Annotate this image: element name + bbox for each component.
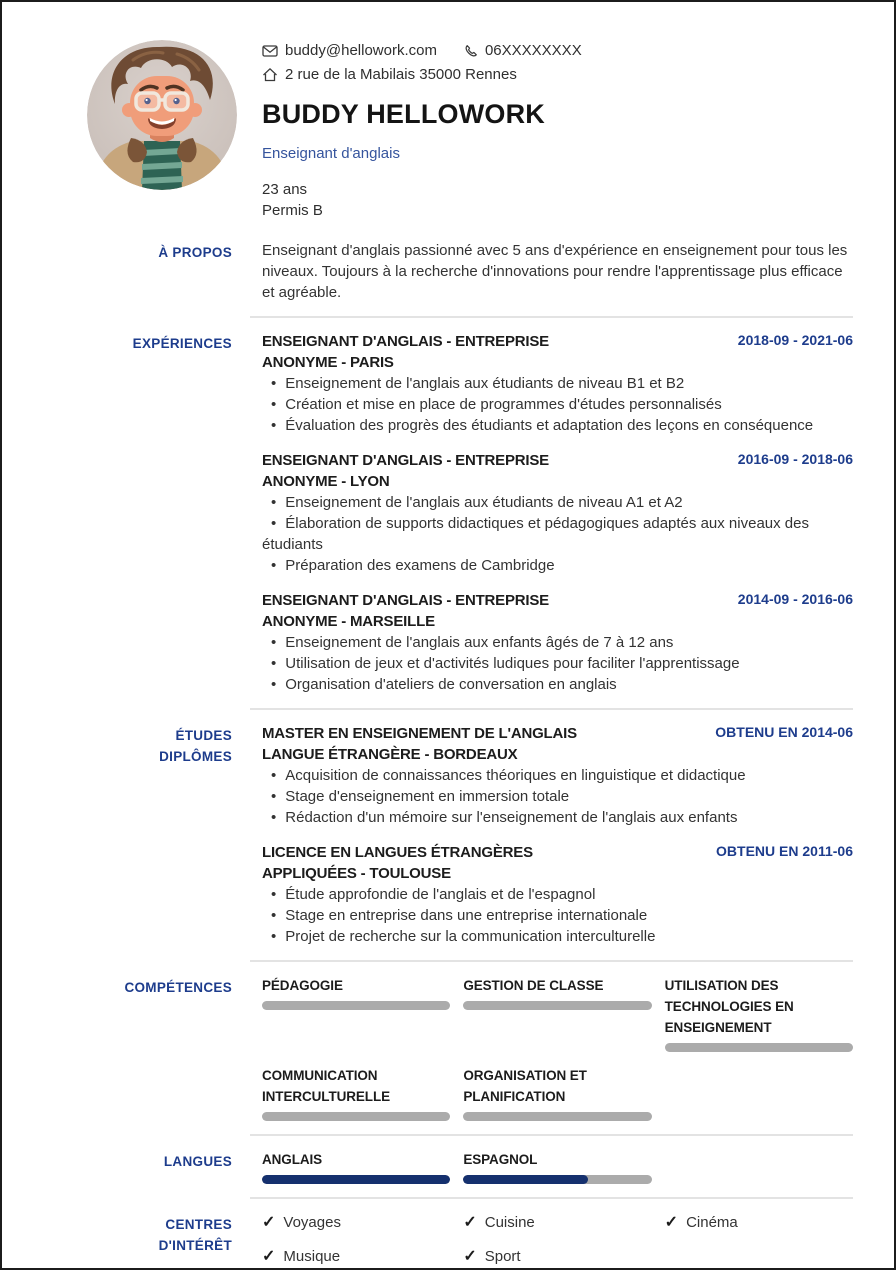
education-bullet: • Étude approfondie de l'anglais et de l'espagnol xyxy=(262,884,853,905)
phone-text: 06XXXXXXXX xyxy=(484,42,582,59)
header-text xyxy=(262,40,853,221)
check-icon: ✓ xyxy=(262,1248,276,1265)
interest-text: Cuisine xyxy=(484,1214,535,1231)
check-icon: ✓ xyxy=(262,1214,276,1231)
section-languages xyxy=(2,1136,894,1197)
address-text: 2 rue de la Mabilais 35000 Rennes xyxy=(285,66,517,83)
languages-label: LANGUES xyxy=(163,1154,232,1169)
check-icon: ✓ xyxy=(664,1214,679,1231)
skill-bar xyxy=(262,1001,450,1010)
interests-label-line2: D'INTÉRÊT xyxy=(158,1238,232,1253)
skill-name: GESTION DE CLASSE xyxy=(463,978,604,993)
interests-label-line1: CENTRES xyxy=(165,1217,232,1232)
education-bullet: • Rédaction d'un mémoire sur l'enseignement de l'anglais aux enfants xyxy=(262,807,853,828)
language-bar xyxy=(463,1175,651,1184)
language-name: ANGLAIS xyxy=(262,1152,323,1167)
driving-license: Permis B xyxy=(262,202,323,219)
address xyxy=(262,64,853,86)
age: 23 ans xyxy=(262,181,308,198)
experience-bullet: • Élaboration de supports didactiques et pédagogiques adaptés aux niveaux des étudiants xyxy=(262,513,853,555)
interest-item xyxy=(463,1212,651,1233)
experience-bullet: • Enseignement de l'anglais aux étudiants de niveau B1 et B2 xyxy=(262,373,853,394)
experience-bullet: • Évaluation des progrès des étudiants et adaptation des leçons en conséquence xyxy=(262,415,853,436)
education-entry xyxy=(262,842,853,947)
skill-item xyxy=(262,975,450,1010)
language-item xyxy=(262,1149,450,1184)
education-dates: OBTENU EN 2014-06 xyxy=(715,724,853,740)
section-interests xyxy=(2,1199,894,1270)
education-dates: OBTENU EN 2011-06 xyxy=(716,843,853,859)
experience-title: ENSEIGNANT D'ANGLAIS - ENTREPRISE ANONYME - MARSEILLE xyxy=(262,592,549,630)
experience-title: ENSEIGNANT D'ANGLAIS - ENTREPRISE ANONYME - LYON xyxy=(262,452,549,490)
experience-bullet: • Préparation des examens de Cambridge xyxy=(262,555,853,576)
skill-bar xyxy=(665,1043,853,1052)
interest-text: Musique xyxy=(283,1248,341,1265)
interest-text: Cinéma xyxy=(686,1214,738,1231)
education-title: LICENCE EN LANGUES ÉTRANGÈRES APPLIQUÉES - TOULOUSE xyxy=(262,844,533,882)
education-bullet: • Acquisition de connaissances théoriques en linguistique et didactique xyxy=(262,765,853,786)
language-bar xyxy=(262,1175,450,1184)
email-text: buddy@hellowork.com xyxy=(285,42,437,59)
interest-item xyxy=(665,1212,853,1233)
skill-name: ORGANISATION ET PLANIFICATION xyxy=(463,1068,587,1104)
avatar-container xyxy=(2,40,237,221)
skill-bar xyxy=(262,1112,450,1121)
section-about xyxy=(2,227,894,316)
experience-entry xyxy=(262,590,853,695)
home-icon xyxy=(262,67,278,83)
skill-name: UTILISATION DES TECHNOLOGIES EN ENSEIGNEMENT xyxy=(664,978,794,1035)
experience-title: ENSEIGNANT D'ANGLAIS - ENTREPRISE ANONYME - PARIS xyxy=(262,333,549,371)
education-title: MASTER EN ENSEIGNEMENT DE L'ANGLAIS LANGUE ÉTRANGÈRE - BORDEAUX xyxy=(262,725,577,763)
education-entry xyxy=(262,723,853,828)
avatar xyxy=(87,40,237,190)
education-label xyxy=(2,723,232,947)
check-icon: ✓ xyxy=(463,1214,477,1231)
interest-item xyxy=(262,1212,450,1233)
skill-item xyxy=(463,975,651,1010)
skills-label: COMPÉTENCES xyxy=(124,980,232,995)
interest-item xyxy=(262,1246,450,1267)
phone-icon xyxy=(463,44,478,59)
about-text: Enseignant d'anglais passionné avec 5 ans d'expérience en enseignement pour tous les niveaux. Toujours à la recherche d'innovations pour rendre l'apprentissage plus efficace et agréable. xyxy=(262,242,848,301)
skill-item xyxy=(262,1065,450,1121)
interest-text: Sport xyxy=(484,1248,521,1265)
experience-bullet: • Enseignement de l'anglais aux étudiants de niveau A1 et A2 xyxy=(262,492,853,513)
section-experiences xyxy=(2,318,894,708)
experience-entry xyxy=(262,331,853,436)
skill-bar xyxy=(463,1001,651,1010)
candidate-name: BUDDY HELLOWORK xyxy=(262,99,545,129)
experience-dates: 2014-09 - 2016-06 xyxy=(737,591,853,607)
language-item xyxy=(463,1149,651,1184)
job-title: Enseignant d'anglais xyxy=(262,145,400,162)
experience-dates: 2016-09 - 2018-06 xyxy=(737,451,853,467)
cv-header xyxy=(2,2,894,227)
interest-text: Voyages xyxy=(283,1214,341,1231)
skill-item xyxy=(665,975,853,1052)
education-bullet: • Stage en entreprise dans une entreprise internationale xyxy=(262,905,853,926)
experience-bullet: • Création et mise en place de programmes d'études personnalisés xyxy=(262,394,853,415)
section-education xyxy=(2,710,894,960)
experience-bullet: • Utilisation de jeux et d'activités ludiques pour faciliter l'apprentissage xyxy=(262,653,853,674)
interest-item xyxy=(463,1246,651,1267)
skill-name: COMMUNICATION INTERCULTURELLE xyxy=(262,1068,390,1104)
experience-bullet: • Enseignement de l'anglais aux enfants âgés de 7 à 12 ans xyxy=(262,632,853,653)
education-bullet: • Stage d'enseignement en immersion totale xyxy=(262,786,853,807)
experience-dates: 2018-09 - 2021-06 xyxy=(737,332,853,348)
phone xyxy=(463,40,582,62)
education-label-line2: DIPLÔMES xyxy=(159,749,232,764)
skill-item xyxy=(463,1065,651,1121)
avatar-illustration xyxy=(87,40,237,190)
education-bullet: • Projet de recherche sur la communication interculturelle xyxy=(262,926,853,947)
contact-row xyxy=(262,40,853,62)
interests-label xyxy=(2,1212,232,1267)
education-label-line1: ÉTUDES xyxy=(175,728,232,743)
skill-bar xyxy=(463,1112,651,1121)
language-name: ESPAGNOL xyxy=(463,1152,538,1167)
section-skills xyxy=(2,962,894,1134)
skill-name: PÉDAGOGIE xyxy=(262,978,343,993)
check-icon: ✓ xyxy=(463,1248,477,1265)
about-label: À PROPOS xyxy=(158,245,232,260)
experience-entry xyxy=(262,450,853,576)
email xyxy=(262,40,437,62)
envelope-icon xyxy=(262,43,278,59)
experience-bullet: • Organisation d'ateliers de conversation en anglais xyxy=(262,674,853,695)
experiences-label: EXPÉRIENCES xyxy=(132,336,232,351)
